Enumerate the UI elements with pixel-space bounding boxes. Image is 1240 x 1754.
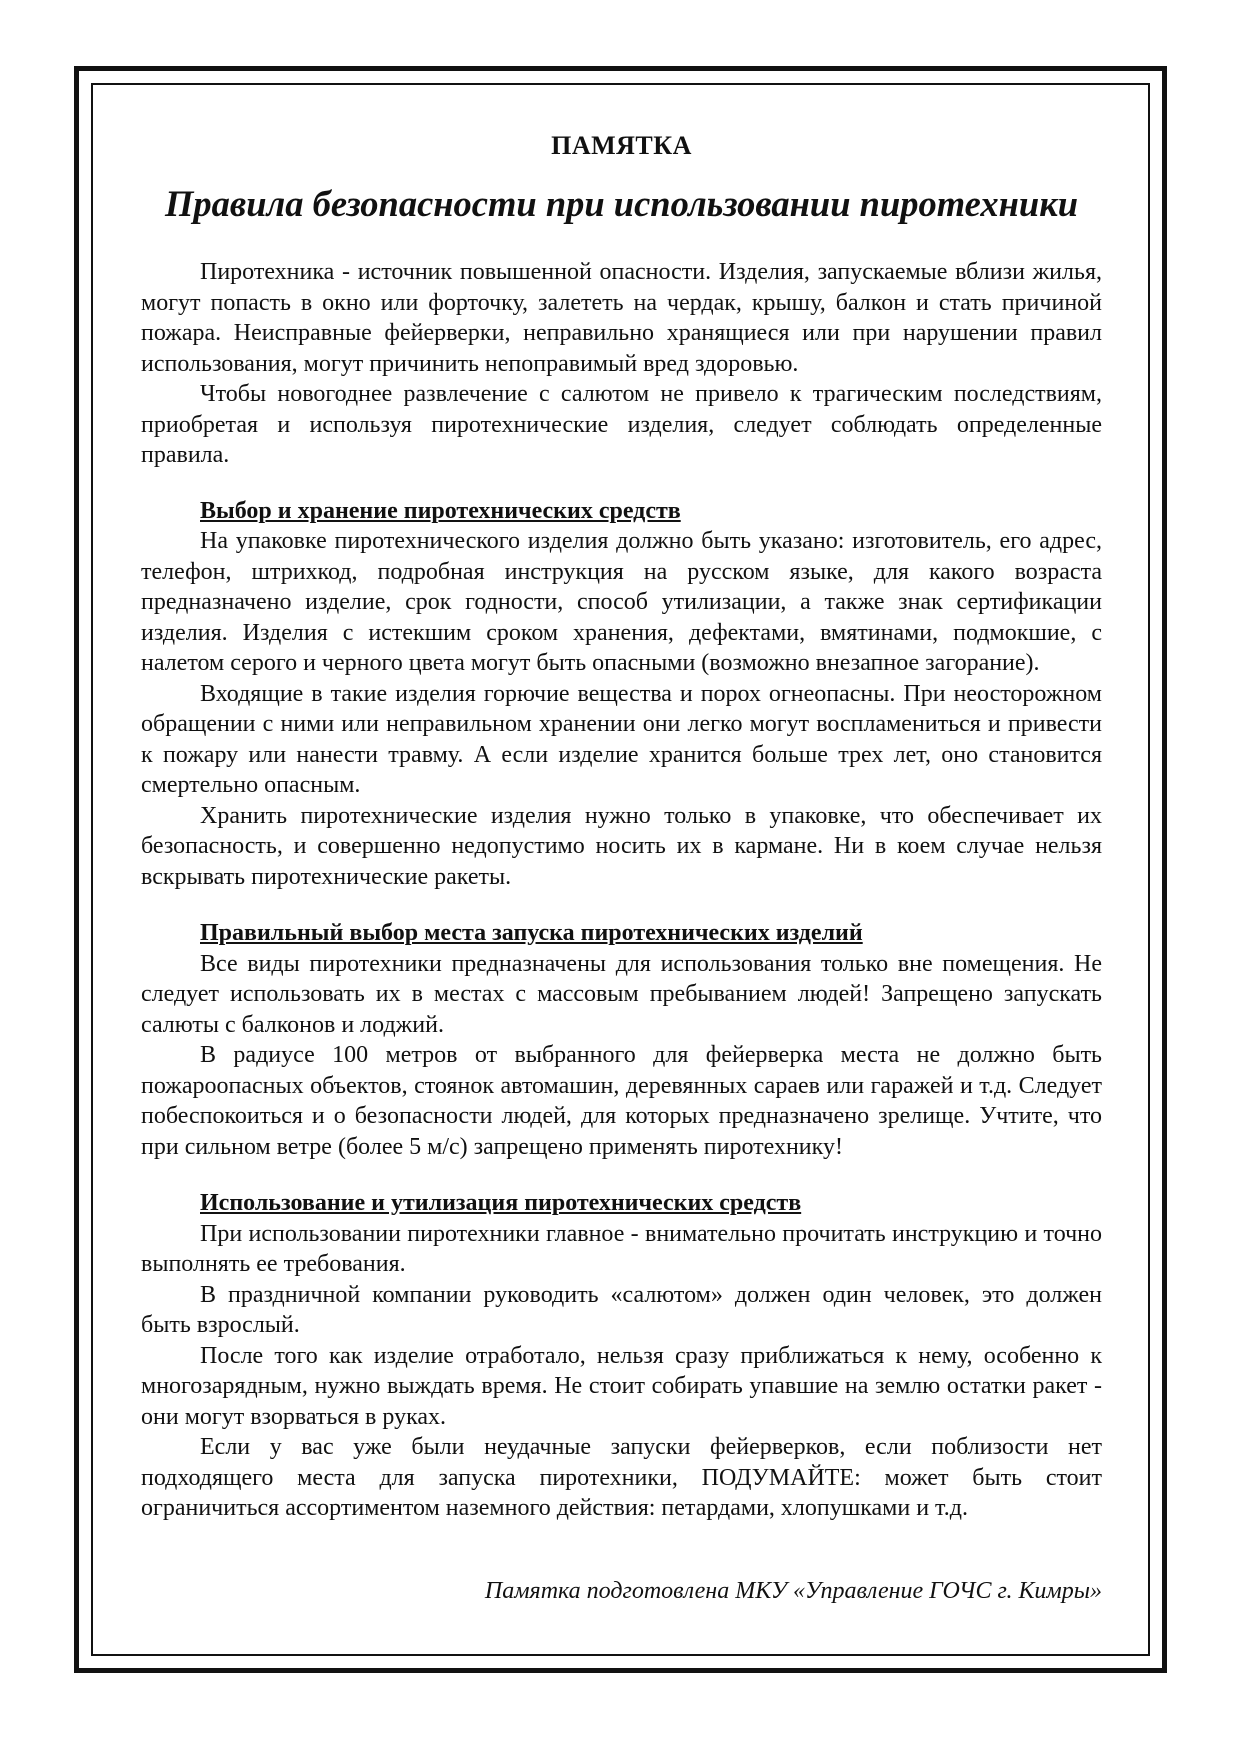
section-paragraph: Входящие в такие изделия горючие вещества и порох огнеопасны. При неосторожном обращении с ними или неправильном хранении они легко могут воспламениться и привести к пожару или нанести травму. А если изделие хранится больше трех лет, оно становится смертельно опасным.: [141, 680, 1102, 798]
memo-signature: Памятка подготовлена МКУ «Управление ГОЧС г. Кимры»: [484, 1577, 1102, 1604]
section-paragraph: В праздничной компании руководить «салютом» должен один человек, это должен быть взрослый.: [141, 1281, 1102, 1338]
section-heading-storage: Выбор и хранение пиротехнических средств: [200, 497, 681, 524]
section-heading-launch-site: Правильный выбор места запуска пиротехнических изделий: [200, 920, 863, 946]
section-paragraph: После того как изделие отработало, нельзя сразу приближаться к нему, особенно к многозарядным, нужно выждать время. Не стоит собирать упавшие на землю остатки ракет - они могут взорваться в руках.: [141, 1342, 1102, 1430]
intro-paragraph: Пиротехника - источник повышенной опасности. Изделия, запускаемые вблизи жилья, могут попасть в окно или форточку, залететь на чердак, крышу, балкон и стать причиной пожара. Неисправные фейерверки, неправильно хранящиеся или при нарушении правил использования, могут причинить непоправимый вред здоровью.: [141, 259, 1102, 377]
intro-paragraph: Чтобы новогоднее развлечение с салютом не привело к трагическим последствиям, приобретая и используя пиротехнические изделия, следует соблюдать определенные правила.: [141, 381, 1102, 468]
section-paragraph: На упаковке пиротехнического изделия должно быть указано: изготовитель, его адрес, телефон, штрихкод, подробная инструкция на русском языке, для какого возраста предназначено изделие, срок годности, способ утилизации, а также знак сертификации изделия. Изделия с истекшим сроком хранения, дефектами, вмятинами, подмокшие, с налетом серого и черного цвета могут быть опасными (возможно внезапное загорание).: [141, 528, 1102, 676]
document-outer-border: [74, 66, 1167, 1673]
section-paragraph: В радиусе 100 метров от выбранного для фейерверка места не должно быть пожароопасных объектов, стоянок автомашин, деревянных сараев или гаражей и т.д. Следует побеспокоиться и о безопасности людей, для которых предназначено зрелище. Учтите, что при сильном ветре (более 5 м/с) запрещено применять пиротехнику!: [141, 1042, 1102, 1160]
memo-title: Правила безопасности при использовании пиротехники: [165, 183, 1078, 224]
section-paragraph: Хранить пиротехнические изделия нужно только в упаковке, что обеспечивает их безопасность, и совершенно недопустимо носить их в кармане. Ни в коем случае нельзя вскрывать пиротехнические ракеты.: [141, 802, 1102, 890]
section-paragraph: При использовании пиротехники главное - внимательно прочитать инструкцию и точно выполнять ее требования.: [141, 1220, 1102, 1277]
document-inner-border: [91, 83, 1150, 1656]
memo-label: ПАМЯТКА: [551, 131, 692, 160]
section-paragraph: Все виды пиротехники предназначены для использования только вне помещения. Не следует использовать их в местах с массовым пребыванием людей! Запрещено запускать салюты с балконов и лоджий.: [141, 950, 1102, 1038]
section-paragraph: Если у вас уже были неудачные запуски фейерверков, если поблизости нет подходящего места для запуска пиротехники, ПОДУМАЙТЕ: может быть стоит ограничиться ассортиментом наземного действия: петардами, хлопушками и т.д.: [141, 1434, 1102, 1521]
section-heading-usage-disposal: Использование и утилизация пиротехнических средств: [200, 1190, 802, 1216]
